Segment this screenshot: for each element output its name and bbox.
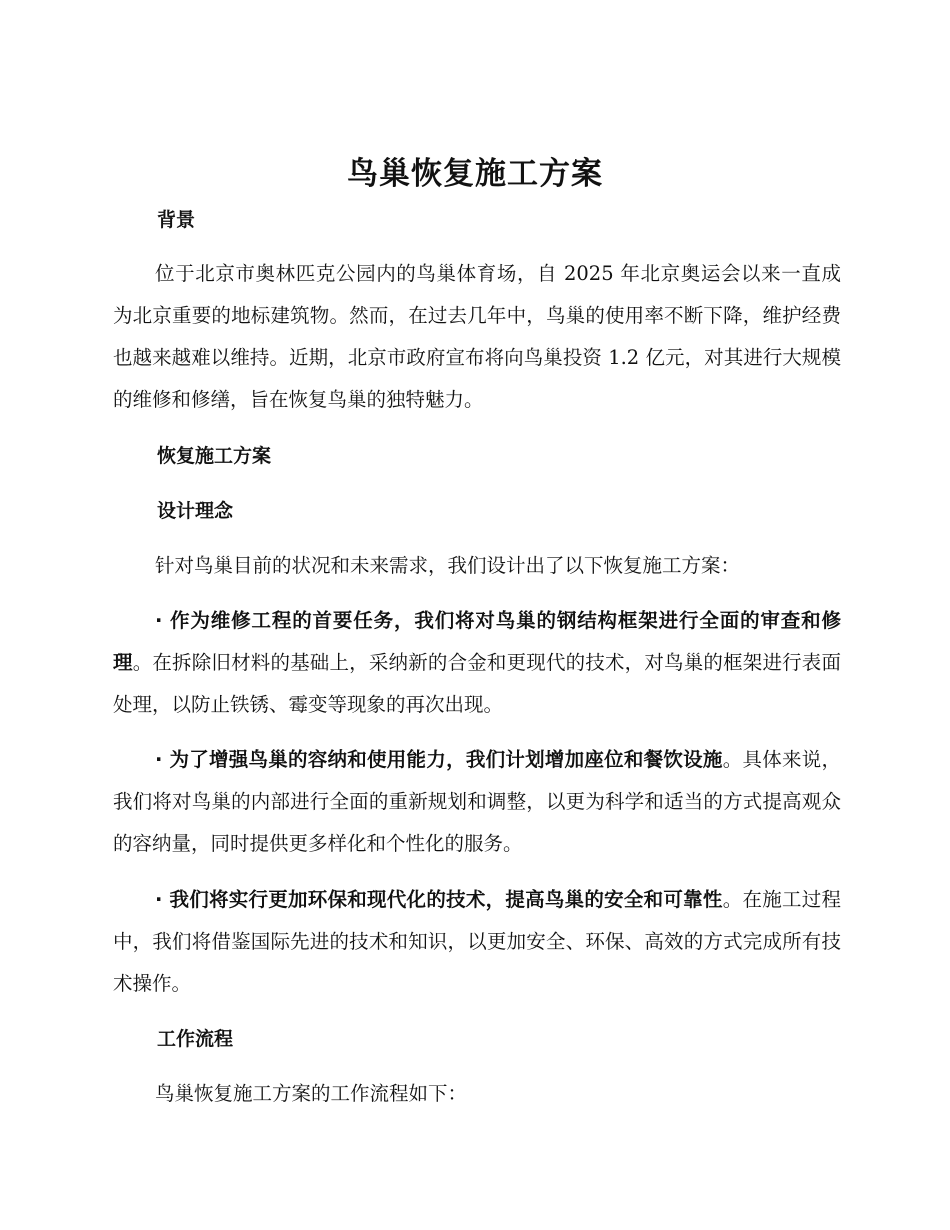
design-item-3-text: 。在施工过程中，我们将借鉴国际先进的技术和知识，以更加安全、环保、高效的方式完成所有技术操作。	[113, 888, 841, 995]
design-intro-paragraph: 针对鸟巢目前的状况和未来需求，我们设计出了以下恢复施工方案：	[155, 554, 741, 577]
design-heading: 设计理念	[157, 500, 234, 522]
plan-heading: 恢复施工方案	[157, 445, 272, 467]
design-item-1-text: 。在拆除旧材料的基础上，采纳新的合金和更现代的技术，对鸟巢的框架进行表面处理，以防止铁锈、霉变等现象的再次出现。	[113, 651, 841, 716]
design-item-2	[113, 739, 841, 865]
design-item-1-bold: · 作为维修工程的首要任务，我们将对鸟巢的钢结构框架进行全面的审查和修理	[113, 609, 841, 674]
design-item-1	[113, 600, 841, 726]
design-item-3	[113, 879, 841, 1005]
workflow-heading: 工作流程	[157, 1028, 234, 1050]
page-title: 鸟巢恢复施工方案	[347, 156, 603, 192]
design-item-2-text: 。具体来说，我们将对鸟巢的内部进行全面的重新规划和调整，以更为科学和适当的方式提高观众的容纳量，同时提供更多样化和个性化的服务。	[113, 748, 841, 855]
background-heading: 背景	[157, 209, 196, 231]
design-item-3-bold: · 我们将实行更加环保和现代化的技术，提高鸟巢的安全和可靠性	[155, 888, 723, 911]
design-item-2-bold: · 为了增强鸟巢的容纳和使用能力，我们计划增加座位和餐饮设施	[155, 748, 723, 771]
workflow-intro-paragraph: 鸟巢恢复施工方案的工作流程如下：	[155, 1082, 468, 1105]
background-paragraph: 位于北京市奥林匹克公园内的鸟巢体育场，自 2025 年北京奥运会以来一直成为北京重要的地标建筑物。然而，在过去几年中，鸟巢的使用率不断下降，维护经费也越来越难以维持。近期，北京市政府宣布将向鸟巢投资 1.2 亿元，对其进行大规模的维修和修缮，旨在恢复鸟巢的独特魅力。	[113, 262, 841, 411]
